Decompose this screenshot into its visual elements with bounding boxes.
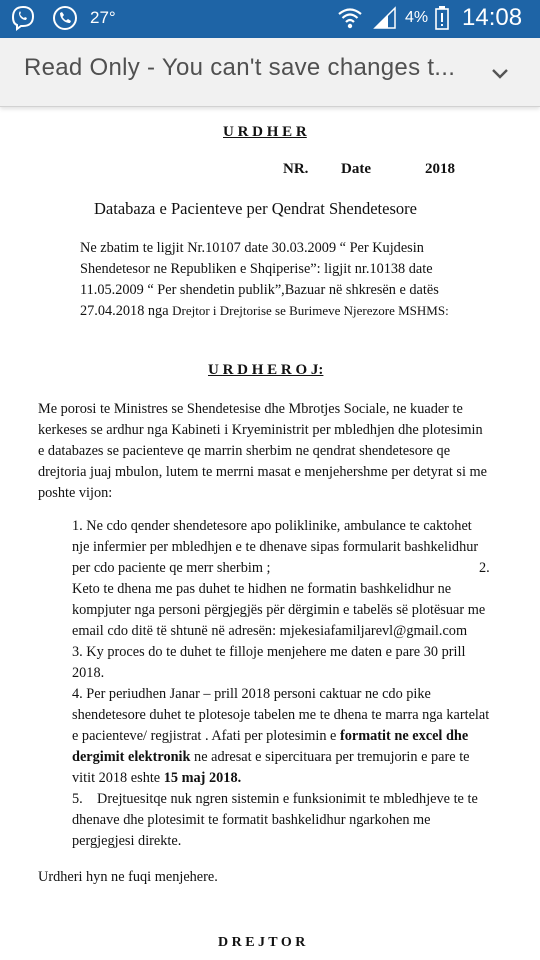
list-item-line: 5. Drejtuesitqe nuk ngren sistemin e funksionimit te mbledhjeve te te xyxy=(72,791,478,807)
document-page xyxy=(0,107,540,960)
list-item-line: email cdo ditë të shtunë në adresën: mjekesiafamiljarevl@gmail.com xyxy=(72,623,468,639)
list-item-line: 1. Ne cdo qender shendetesore apo poliklinike, ambulance te caktohet xyxy=(72,518,472,534)
list-item-line xyxy=(72,768,241,788)
deadline-text: e pacienteve/ regjistrat . Afati per plotesimin e xyxy=(72,728,337,744)
clock: 14:08 xyxy=(462,4,523,31)
electronic-sending-bold: dergimit elektronik xyxy=(72,749,191,765)
banner-title: Read Only - You can't save changes t... xyxy=(24,54,456,81)
closing-statement: Urdheri hyn ne fuqi menjehere. xyxy=(38,869,218,885)
intro-line: Me porosi te Ministres se Shendetesise dhe Mbrotjes Sociale, ne kuader te xyxy=(38,401,463,417)
list-item-line: 2018. xyxy=(72,665,105,681)
battery-percentage: 4% xyxy=(405,9,429,26)
legal-basis-issuer: Drejtor i Drejtorise se Burimeve Njerezore MSHMS: xyxy=(172,303,449,318)
address-text: ne adresat e sipercituara per tremujorin e pare te xyxy=(194,749,470,765)
legal-basis-line: Shendetesor ne Republiken e Shqiperise”: ligjit nr.10138 date xyxy=(80,261,433,277)
list-item-line: per cdo paciente qe merr sherbim ; xyxy=(72,560,271,576)
chevron-down-icon[interactable] xyxy=(486,60,514,88)
read-only-banner[interactable] xyxy=(0,38,540,107)
battery-icon xyxy=(434,5,450,31)
excel-format-bold: formatit ne excel dhe xyxy=(339,728,469,744)
date-label: Date xyxy=(341,161,371,177)
wifi-icon xyxy=(337,5,363,31)
nr-label: NR. xyxy=(283,161,309,177)
list-item-line xyxy=(72,747,470,767)
legal-basis-line xyxy=(80,301,449,321)
list-item-line: shendetesore duhet te plotesoje tabelen me te dhena te marra nga kartelat xyxy=(72,707,490,723)
list-item-line: 3. Ky proces do te duhet te filloje menjehere me daten e pare 30 prill xyxy=(72,644,466,660)
year-label: 2018 xyxy=(425,161,455,177)
list-item-line: dhenave dhe plotesimit te formatit bashkelidhur ngarkohen me xyxy=(72,812,431,828)
list-item-number: 2. xyxy=(479,560,490,576)
phone-call-icon xyxy=(52,5,78,31)
intro-line: e databazes se pacienteve qe marrin sherbim ne qendrat shendetesore qe xyxy=(38,443,451,459)
list-item-line xyxy=(72,726,468,746)
list-item-line: 4. Per periudhen Janar – prill 2018 personi caktuar ne cdo pike xyxy=(72,686,431,702)
intro-line: kerkeses se ardhur nga Kabineti i Kryeministrit per mbledhjen dhe plotesimin xyxy=(38,422,483,438)
document-subject: Databaza e Pacienteve per Qendrat Shendetesore xyxy=(94,199,417,218)
legal-basis-line: 11.05.2009 “ Per shendetin publik”,Bazuar në shkresën e datës xyxy=(80,282,439,298)
list-item-line: Keto te dhena me pas duhet te hidhen ne formatin bashkelidhur ne xyxy=(72,581,452,597)
viber-icon xyxy=(10,5,36,31)
deadline-date: 15 maj 2018. xyxy=(163,770,242,786)
intro-line: drejtoria juaj mbulon, lutem te merrni masat e menjehershme per detyrat si me xyxy=(38,464,488,480)
order-heading: U R D H E R O J: xyxy=(208,362,324,378)
list-item-line: pergjegjesi direkte. xyxy=(72,833,182,849)
list-item-line: nje infermier per mbledhjen e te dhenave sipas formularit bashkelidhur xyxy=(72,539,479,555)
document-title: U R D H E R xyxy=(223,124,307,140)
deadline-prefix: vitit 2018 eshte xyxy=(72,770,161,786)
status-bar xyxy=(0,0,540,38)
signature-title: D R E J T O R xyxy=(218,935,306,950)
legal-basis-date: 27.04.2018 nga xyxy=(80,303,169,319)
list-item-line: kompjuter nga personi përgjegjës për dërgimin e tabelës së plotësuar me xyxy=(72,602,486,618)
legal-basis-line: Ne zbatim te ligjit Nr.10107 date 30.03.2009 “ Per Kujdesin xyxy=(80,240,424,256)
intro-line: poshte vijon: xyxy=(38,485,113,501)
temperature-indicator: 27° xyxy=(90,8,116,27)
signal-icon xyxy=(372,5,398,31)
